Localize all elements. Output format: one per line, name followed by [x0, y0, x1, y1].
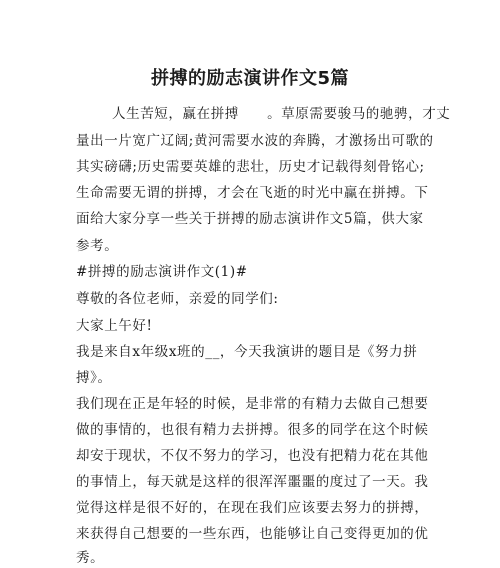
paragraph-line: 秀。 — [76, 550, 105, 566]
paragraph-line: 我们现在正是年轻的时候，是非常的有精力去做自己想要 — [76, 396, 429, 412]
paragraph-line: 生命需要无谓的拼搏，才会在飞逝的时光中赢在拼搏。下 — [76, 185, 429, 201]
salutation: 尊敬的各位老师，亲爱的同学们: — [76, 291, 279, 307]
paragraph-line: 来获得自己想要的一些东西，也能够让自己变得更加的优 — [76, 526, 429, 542]
paragraph-line: 量出一片宽广辽阔;黄河需要水波的奔腾，才激扬出可歌的 — [76, 133, 434, 149]
paragraph-line: 搏》。 — [76, 370, 112, 386]
paragraph-line: 我是来自x年级x班的__，今天我演讲的题目是《努力拼 — [76, 344, 418, 360]
paragraph-line: 参考。 — [76, 238, 119, 254]
paragraph-line: 却安于现状，不仅不努力的学习，也没有把精力花在其他 — [76, 448, 429, 464]
paragraph-line: 的事情上，每天就是这样的很浑浑噩噩的度过了一天。我 — [76, 474, 429, 490]
paragraph-line: 人生苦短，赢在拼搏 。草原需要骏马的驰骋，才丈 — [112, 106, 451, 122]
section-heading: #拼搏的励志演讲作文(1)# — [76, 264, 248, 280]
paragraph-line: 做的事情的，也很有精力去拼搏。很多的同学在这个时候 — [76, 422, 429, 438]
paragraph-line: 其实磅礴;历史需要英雄的悲壮，历史才记载得刻骨铭心; — [76, 159, 425, 175]
paragraph-line: 觉得这样是很不好的，在现在我们应该要去努力的拼搏， — [76, 500, 429, 516]
greeting: 大家上午好! — [76, 318, 153, 334]
paragraph-line: 面给大家分享一些关于拼搏的励志演讲作文5篇，供大家 — [76, 211, 424, 227]
document-title: 拼搏的励志演讲作文5篇 — [150, 68, 350, 89]
